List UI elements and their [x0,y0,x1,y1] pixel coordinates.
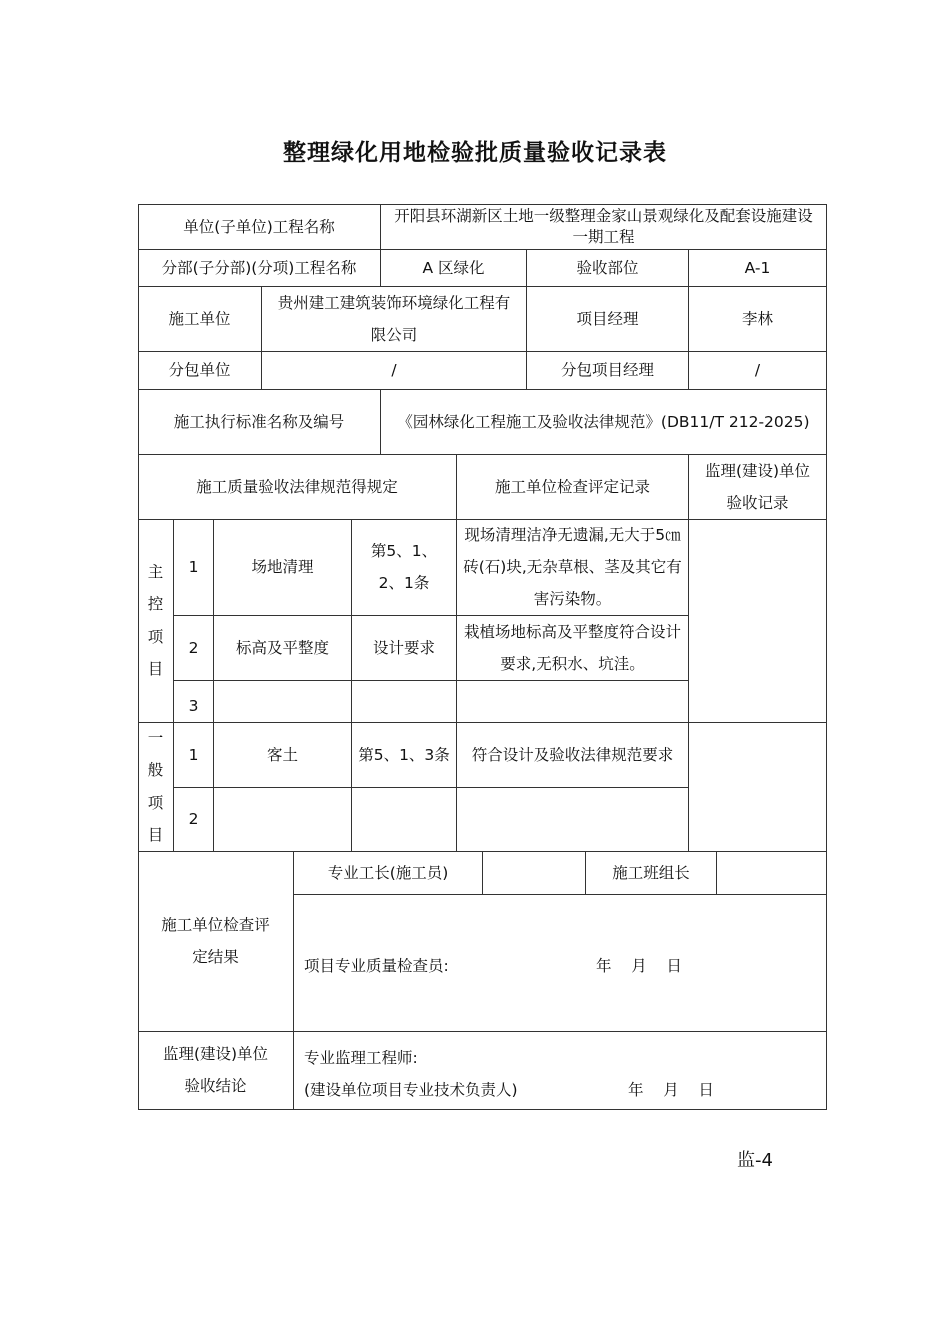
form-code: 监-4 [737,1150,773,1171]
supervising-engineer-label: 专业监理工程师: [304,1049,418,1067]
foreman-label: 专业工长(施工员) [327,863,449,882]
general-item-clause [352,787,456,851]
sub-project-manager-value: / [754,361,761,379]
page-title: 整理绿化用地检验批质量验收记录表 [283,140,667,166]
general-item-record [457,787,688,851]
foreman-value [483,851,585,894]
contractor-result-date: 年 月 日 [596,957,682,975]
team-leader-value [717,851,826,894]
main-item-clause: 第5、1、2、1条 [370,542,438,592]
spec-column-header: 施工质量验收法律规范得规定 [196,477,398,496]
general-item-clause: 第5、1、3条 [358,745,450,764]
general-items-label: 一般项目 [147,728,164,844]
team-leader-label: 施工班组长 [612,863,690,882]
main-item-record [457,680,688,722]
project-manager-label: 项目经理 [576,309,639,328]
sub-project-value: A 区绿化 [422,258,485,277]
project-manager-value: 李林 [741,309,773,328]
supervisor-result-date: 年 月 日 [628,1081,714,1099]
main-item-name: 标高及平整度 [235,638,329,657]
general-item-no: 2 [188,810,199,828]
main-item-no: 1 [188,558,199,576]
general-item-name: 客土 [266,745,298,764]
subcontractor-value: / [391,361,397,379]
unit-project-value: 开阳县环湖新区土地一级整理金家山景观绿化及配套设施建设一期工程 [394,206,813,246]
main-item-name: 场地清理 [251,558,314,576]
main-item-no: 3 [188,697,199,715]
main-items-label: 主控项目 [147,562,164,678]
main-item-clause: 设计要求 [372,638,435,657]
main-item-clause [352,680,456,722]
contractor-check-column-header: 施工单位检查评定记录 [494,477,650,496]
standard-label: 施工执行标准名称及编号 [173,412,345,431]
quality-inspector-label: 项目专业质量检查员: [304,957,449,975]
main-item-name [214,680,351,722]
contractor-label: 施工单位 [168,309,231,328]
supervisor-result-label: 监理(建设)单位验收结论 [162,1045,269,1095]
general-item-record: 符合设计及验收法律规范要求 [471,745,674,764]
standard-value: 《园林绿化工程施工及验收法律规范》(DB11/T 212-2025) [397,412,810,431]
acceptance-part-value: A-1 [744,258,771,277]
contractor-result-label: 施工单位检查评定结果 [161,916,270,966]
sub-project-manager-label: 分包项目经理 [560,361,654,379]
contractor-value: 贵州建工建筑装饰环境绿化工程有限公司 [277,293,511,344]
subcontractor-label: 分包单位 [168,361,231,379]
main-item-no: 2 [188,638,199,657]
general-item-name [214,787,351,851]
main-item-record: 栽植场地标高及平整度符合设计要求,无积水、坑洼。 [463,622,681,673]
main-item-record: 现场清理洁净无遗漏,无大于5㎝砖(石)块,无杂草根、茎及其它有害污染物。 [463,526,682,608]
sub-project-label: 分部(子分部)(分项)工程名称 [161,258,357,277]
general-item-no: 1 [188,745,199,764]
supervisor-column-header: 监理(建设)单位验收记录 [704,461,811,512]
unit-project-label: 单位(子单位)工程名称 [183,217,335,236]
acceptance-part-label: 验收部位 [576,258,639,277]
owner-technical-lead-label: (建设单位项目专业技术负责人) [304,1081,518,1099]
